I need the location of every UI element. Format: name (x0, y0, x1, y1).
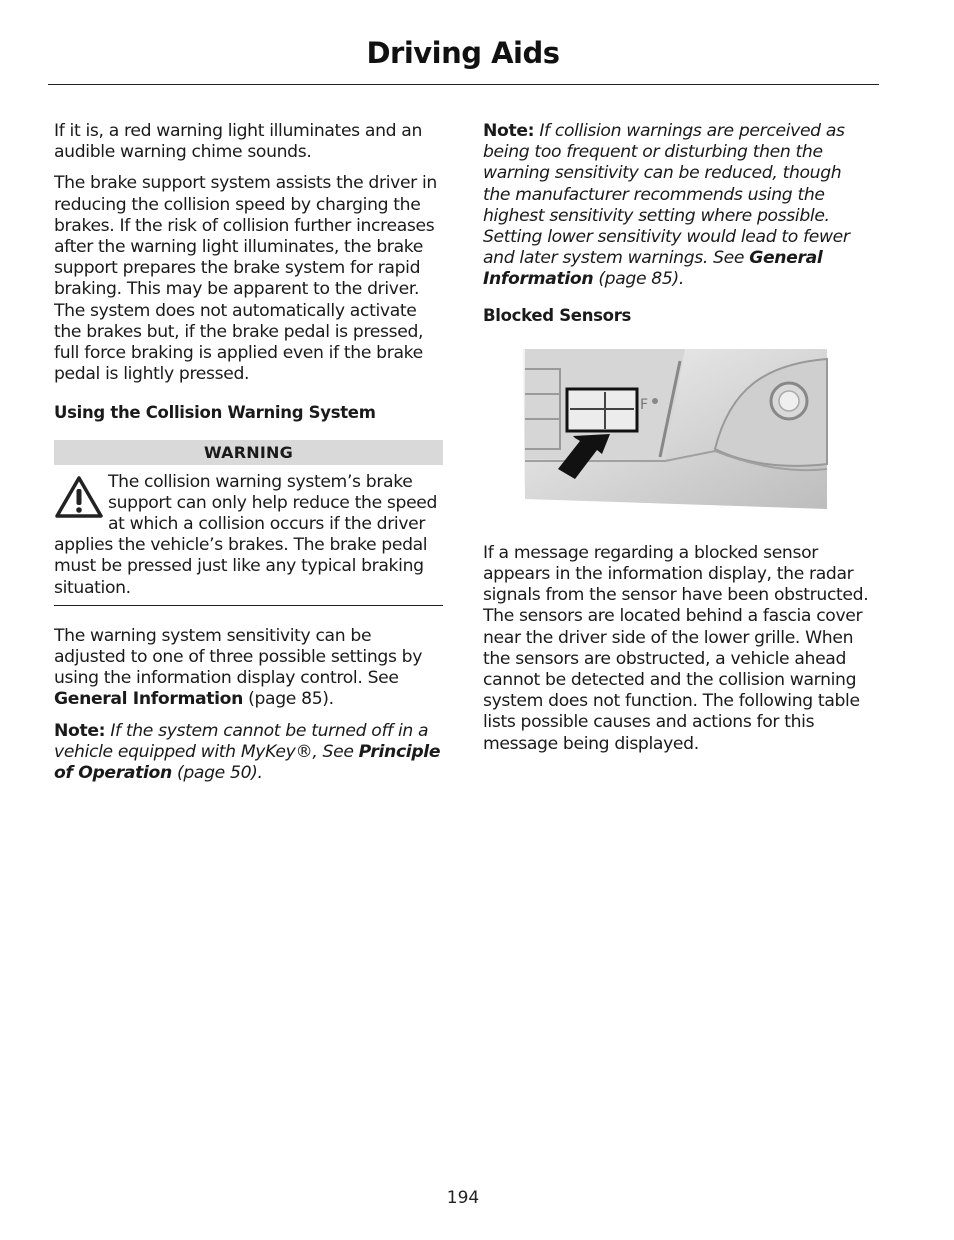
note-text: If collision warnings are perceived as being too frequent or disturbing then the warning sensitivity can be reduced, though the manufacturer recommends using the highest sensitivity setting where possible. Setting lower sensitivity would lead to fewer and later system warnings. See (483, 121, 850, 269)
page-title: Driving Aids (366, 36, 560, 70)
section-heading-blocked-sensors: Blocked Sensors (483, 305, 632, 325)
paragraph-blocked-sensor: If a message regarding a blocked sensor appears in the information display, the radar signals from the sensor have been obstructed. The sensors are located behind a fascia cover near the driver side of the lower grille. When the sensors are obstructed, a vehicle ahead cannot be detected and the collision warning system does not function. The following table lists possible causes and actions for this message being displayed. (483, 542, 869, 754)
principle-of-operation-link[interactable]: Principle of Operation (54, 741, 441, 784)
left-column (54, 121, 444, 794)
sensitivity-page-ref: (page 85). (243, 689, 334, 710)
front-fascia-sensor-illustration (515, 349, 845, 519)
warning-text: The collision warning system’s brake support can only help reduce the speed at which a collision occurs if the driver applies the vehicle’s brakes. The brake pedal must be pressed just like any typical braking situation. (54, 471, 438, 598)
note-mykey (54, 721, 444, 785)
page-number: 194 (446, 1188, 480, 1208)
general-information-link[interactable]: General Information (483, 248, 823, 290)
warning-label: WARNING (54, 440, 443, 465)
sensitivity-text: The warning system sensitivity can be adjusted to one of three possible settings by using the information display control. See (54, 625, 423, 689)
note-page-ref: (page 50). (171, 763, 263, 784)
right-column (483, 121, 873, 765)
note-label: Note: (483, 121, 535, 141)
note-label: Note: (54, 720, 106, 741)
section-heading-collision-warning: Using the Collision Warning System (54, 403, 376, 423)
paragraph-sensitivity (54, 626, 444, 711)
warning-triangle-icon (54, 475, 104, 519)
note-text: If the system cannot be turned off in a vehicle equipped with MyKey®, See (54, 720, 429, 762)
general-information-link[interactable]: General Information (54, 689, 244, 710)
title-divider (48, 84, 879, 85)
svg-text:F: F (640, 396, 649, 413)
paragraph-brake-support: The brake support system assists the driver in reducing the collision speed by charging the brakes. If the risk of collision further increases after the warning light illuminates, the brake support prepares the brake system for rapid braking. This may be apparent to the driver. The system does not automatically activate the brakes but, if the brake pedal is pressed, full force braking is applied even if the brake pedal is lightly pressed. (54, 173, 437, 385)
note-page-ref: (page 85). (593, 269, 684, 290)
warning-box (54, 472, 443, 606)
note-sensitivity (483, 121, 873, 291)
paragraph-warning-light: If it is, a red warning light illuminates and an audible warning chime sounds. (54, 121, 423, 163)
